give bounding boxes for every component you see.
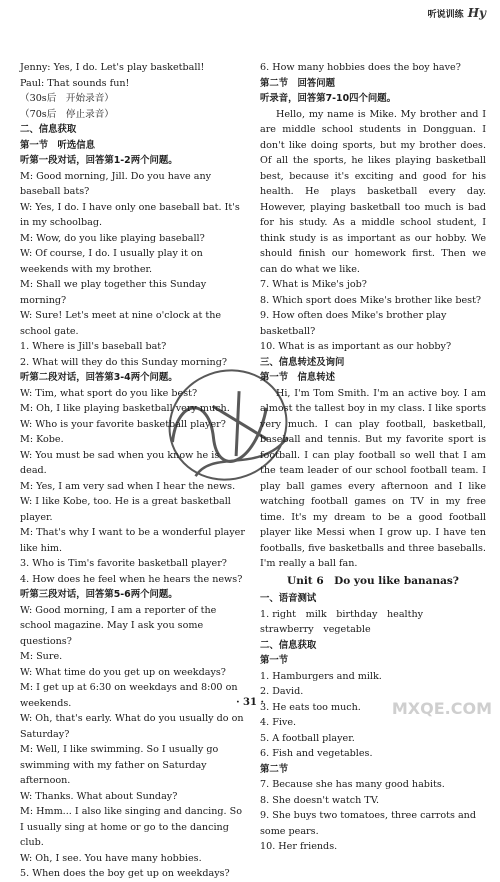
left-line: 听第三段对话，回答第5-6两个问题。 xyxy=(20,589,178,600)
left-line: M: Kobe. xyxy=(20,434,64,445)
page-number: · 31 · xyxy=(236,697,264,708)
header-logo: Hy xyxy=(467,6,486,20)
left-line: 1. Where is Jill's baseball bat? xyxy=(20,341,167,352)
left-line: W: I like Kobe, too. He is a great basketball player. xyxy=(20,496,231,523)
right-line: 二、信息获取 xyxy=(260,639,317,651)
left-line: M: Good morning, Jill. Do you have any baseball bats? xyxy=(20,170,212,197)
left-line: W: Oh, I see. You have many hobbies. xyxy=(20,852,202,864)
left-line: M: Wow, do you like playing baseball? xyxy=(20,232,205,244)
right-line: 三、信息转述及询问 xyxy=(260,356,345,368)
right-line: Hi, I'm Tom Smith. I'm an active boy. I am almost the tallest boy in my class. I like sports very much. I can play football, basketball, baseball and tennis. But my favorite sport is football. I can play football so well that I am the team leader of our school football team. I play ball games every afternoon and I like watching football games on TV in my free time. It's my dream to be a good football player like Messi when I grow up. I have ten footballs, five basketballs and three baseballs. I'm really a ball fan. xyxy=(260,387,486,569)
left-line: 3. Who is Tim's favorite basketball player? xyxy=(20,558,227,569)
left-line: 听第二段对话，回答第3-4两个问题。 xyxy=(20,372,178,383)
right-line: 9. How often does Mike's brother play basketball? xyxy=(260,310,447,337)
left-line: M: I get up at 6:30 on weekdays and 8:00 on weekends. xyxy=(20,682,238,709)
right-line: 1. Hamburgers and milk. xyxy=(260,670,382,682)
site-watermark: MXQE.COM xyxy=(391,699,492,718)
left-line: Jenny: Yes, I do. Let's play basketball! xyxy=(20,62,205,73)
left-line: W: Tim, what sport do you like best? xyxy=(20,387,198,399)
left-line: 5. When does the boy get up on weekdays? xyxy=(20,868,230,879)
right-line: 7. Because she has many good habits. xyxy=(260,779,445,790)
right-line: 8. She doesn't watch TV. xyxy=(260,794,380,806)
left-line: W: Of course, I do. I usually play it on weekends with my brother. xyxy=(20,248,203,275)
left-line: W: Good morning, I am a reporter of the school magazine. May I ask you some questions? xyxy=(20,604,217,647)
right-line: 8. Which sport does Mike's brother like best? xyxy=(260,294,482,306)
left-line: W: Thanks. What about Sunday? xyxy=(20,790,178,802)
left-line: M: Shall we play together this Sunday morning? xyxy=(20,279,207,306)
right-line: 一、语音测试 xyxy=(260,593,317,604)
page-header xyxy=(428,6,486,20)
left-line: 二、信息获取 xyxy=(20,124,77,135)
left-line: W: Who is your favorite basketball player? xyxy=(20,418,226,430)
left-line: M: Well, I like swimming. So I usually go swimming with my father on Saturday afternoon. xyxy=(20,744,219,786)
left-line: 4. How does he feel when he hears the news? xyxy=(20,573,243,585)
right-line: 10. What is as important as our hobby? xyxy=(260,341,452,352)
right-line: 10. Her friends. xyxy=(260,841,338,852)
right-line: 5. A football player. xyxy=(260,732,355,744)
right-line: 6. How many hobbies does the boy have? xyxy=(260,62,461,73)
left-line: （30s后 开始录音） xyxy=(20,93,114,104)
left-line: W: What time do you get up on weekdays? xyxy=(20,666,226,678)
left-line: M: Hmm... I also like singing and dancing. So I usually sing at home or go to the dancing club. xyxy=(20,806,243,848)
left-line: W: Yes, I do. I have only one baseball bat. It's in my schoolbag. xyxy=(20,201,240,228)
left-line: M: That's why I want to be a wonderful player like him. xyxy=(20,527,245,554)
right-line: 第一节 信息转述 xyxy=(260,372,336,383)
right-line: 7. What is Mike's job? xyxy=(260,279,367,290)
left-line: M: Oh, I like playing basketball very much. xyxy=(20,403,230,414)
left-line: M: Yes, I am very sad when I hear the news. xyxy=(20,480,236,492)
right-line: Hello, my name is Mike. My brother and I are middle school students in Dongguan. I don't like doing sports, but my brother does. Of all the sports, he likes playing basketball best, because it's exciting and good for his health. He plays basketball every day. However, playing basketball too much is bad for his study. As a middle school student, I think study is as important as our hobby. We should finish our homework first. Then we can do what we like. xyxy=(260,108,486,275)
right-line: 第一节 xyxy=(260,655,289,666)
left-line: （70s后 停止录音） xyxy=(20,108,114,120)
right-line: 6. Fish and vegetables. xyxy=(260,748,373,759)
left-line: 2. What will they do this Sunday morning? xyxy=(20,356,227,368)
right-line: Unit 6 Do you like bananas? xyxy=(287,574,459,587)
right-line: 9. She buys two tomatoes, three carrots and some pears. xyxy=(260,810,476,837)
left-line: M: Sure. xyxy=(20,651,63,662)
right-line: 第二节 xyxy=(260,763,289,775)
right-line: 3. He eats too much. xyxy=(260,701,361,713)
header-title: 听说训练 xyxy=(427,9,464,20)
right-line: 第二节 回答问题 xyxy=(260,77,336,89)
right-line: 1. right milk birthday healthy strawberry vegetable xyxy=(260,608,433,635)
left-line: W: Sure! Let's meet at nine o'clock at the school gate. xyxy=(20,310,222,337)
right-line: 听录音，回答第7-10四个问题。 xyxy=(260,93,396,104)
right-line: 2. David. xyxy=(260,686,304,697)
left-line: Paul: That sounds fun! xyxy=(20,77,130,89)
left-line: 第一节 听选信息 xyxy=(20,139,96,151)
left-line: W: Oh, that's early. What do you usually do on Saturday? xyxy=(20,713,244,740)
left-line: W: You must be sad when you know he is dead. xyxy=(20,449,220,476)
right-line: 4. Five. xyxy=(260,717,297,728)
left-line: 听第一段对话，回答第1-2两个问题。 xyxy=(20,155,178,166)
